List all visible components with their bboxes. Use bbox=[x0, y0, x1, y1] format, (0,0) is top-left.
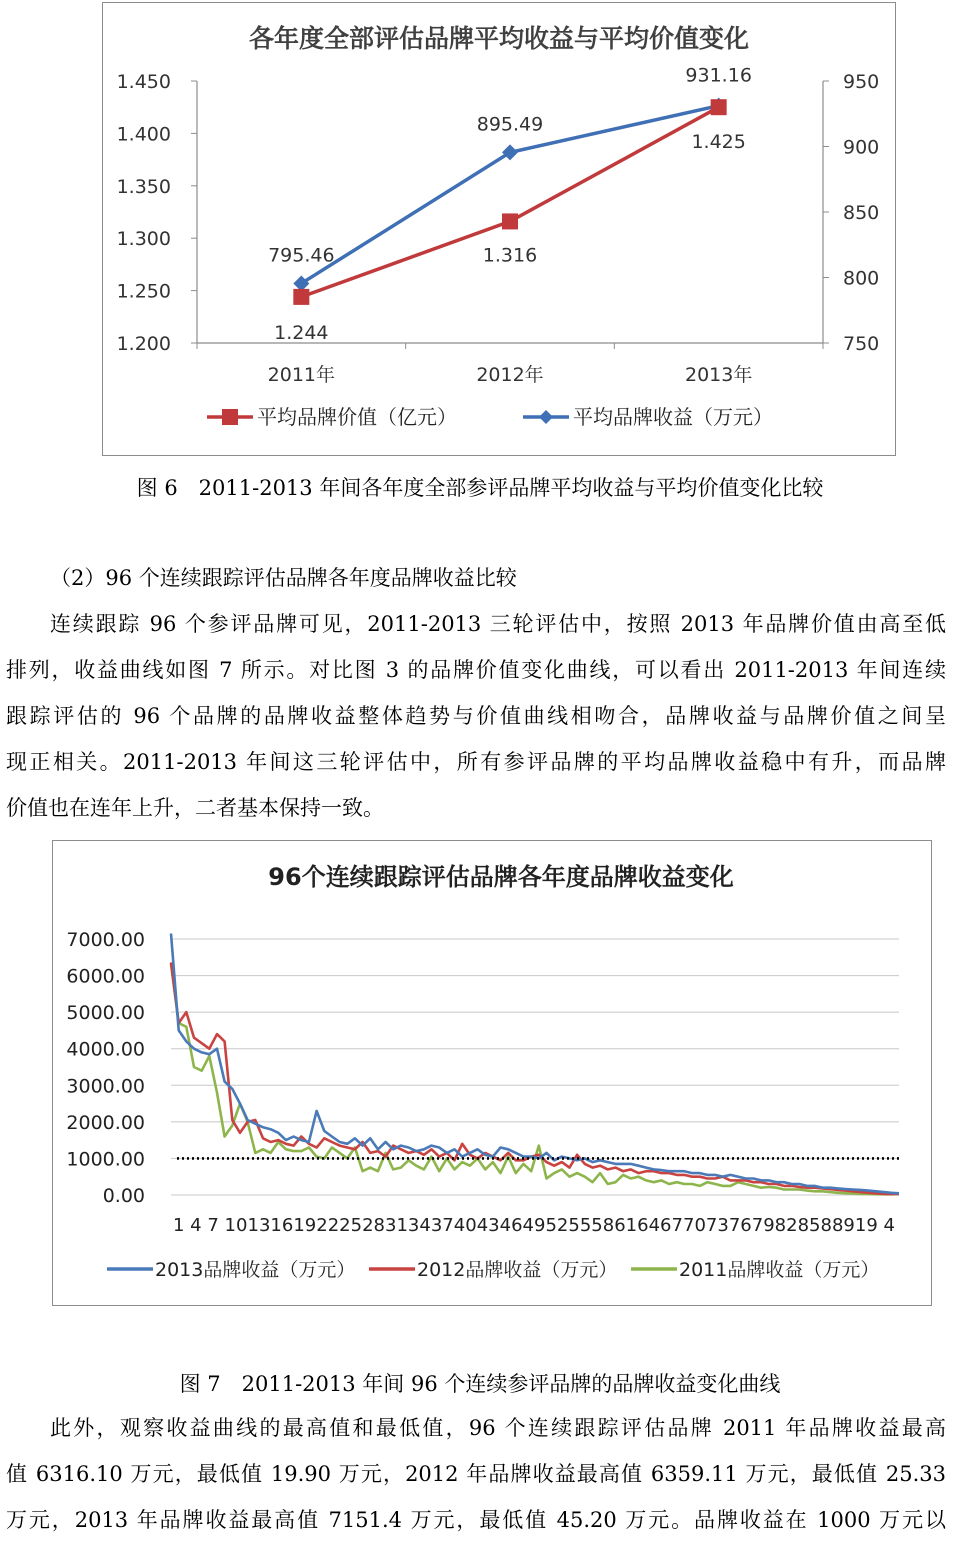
left-tick-label: 1.300 bbox=[116, 228, 171, 251]
paragraph-line-5: 价值也在连年上升，二者基本保持一致。 bbox=[6, 796, 384, 820]
left-tick-label: 1.350 bbox=[116, 175, 171, 198]
figure7-chart bbox=[52, 840, 932, 1306]
x-tick-label: 2012年 bbox=[476, 364, 544, 386]
x-tick-label: 2011年 bbox=[267, 364, 336, 386]
left-tick-label: 1.400 bbox=[116, 123, 171, 146]
tail-line-2: 值 6316.10 万元，最低值 19.90 万元，2012 年品牌收益最高值 6359.11 万元，最低值 25.33 bbox=[6, 1462, 946, 1486]
value-data-label: 1.316 bbox=[482, 244, 538, 267]
y-tick-label: 4000.00 bbox=[66, 1038, 145, 1061]
value-data-label: 1.244 bbox=[274, 321, 329, 344]
right-tick-label: 950 bbox=[843, 71, 880, 93]
left-tick-label: 1.450 bbox=[116, 71, 171, 93]
right-tick-label: 850 bbox=[843, 202, 880, 224]
y-tick-label: 2000.00 bbox=[66, 1111, 145, 1134]
figure6-svg bbox=[103, 3, 895, 455]
revenue-point bbox=[502, 144, 518, 160]
right-tick-label: 900 bbox=[843, 136, 880, 159]
series-line-value bbox=[301, 107, 718, 297]
value-data-label: 1.425 bbox=[691, 131, 746, 154]
section-heading: （2）96 个连续跟踪评估品牌各年度品牌收益比较 bbox=[50, 566, 517, 590]
legend-label-1: 2012品牌收益（万元） bbox=[417, 1259, 618, 1281]
legend-label-value: 平均品牌价值（亿元） bbox=[257, 405, 457, 429]
y-tick-label: 3000.00 bbox=[66, 1075, 145, 1098]
y-tick-label: 7000.00 bbox=[66, 929, 145, 951]
revenue-data-label: 795.46 bbox=[268, 244, 335, 267]
paragraph-line-3: 跟踪评估的 96 个品牌的品牌收益整体趋势与价值曲线相吻合，品牌收益与品牌价值之间呈 bbox=[6, 704, 946, 728]
x-tick-labels: 1 4 7 101316192225283134374043464952555861646770737679828588919 4 bbox=[173, 1215, 895, 1236]
legend-label-0: 2013品牌收益（万元） bbox=[155, 1259, 356, 1281]
figure7-caption: 图 7 2011-2013 年间 96 个连续参评品牌的品牌收益变化曲线 bbox=[179, 1372, 781, 1396]
paragraph-line-1: 连续跟踪 96 个参评品牌可见，2011-2013 三轮评估中，按照 2013 年品牌价值由高至低 bbox=[50, 612, 946, 636]
right-tick-label: 750 bbox=[843, 333, 880, 355]
left-tick-label: 1.200 bbox=[116, 333, 171, 355]
figure7-svg bbox=[53, 841, 931, 1305]
tail-line-1: 此外，观察收益曲线的最高值和最低值，96 个连续跟踪评估品牌 2011 年品牌收益最高 bbox=[50, 1416, 946, 1440]
figure6-caption: 图 6 2011-2013 年间各年度全部参评品牌平均收益与平均价值变化比较 bbox=[136, 476, 824, 500]
legend-label-2: 2011品牌收益（万元） bbox=[679, 1259, 880, 1281]
y-tick-label: 5000.00 bbox=[66, 1002, 145, 1025]
value-point bbox=[293, 289, 309, 305]
legend-label-revenue: 平均品牌收益（万元） bbox=[573, 405, 773, 429]
revenue-data-label: 895.49 bbox=[476, 113, 544, 136]
value-point bbox=[711, 99, 727, 115]
x-tick-label: 2013年 bbox=[684, 364, 753, 386]
legend-marker-value bbox=[222, 409, 238, 425]
tail-line-3: 万元，2013 年品牌收益最高值 7151.4 万元，最低值 45.20 万元。品牌收益在 1000 万元以 bbox=[6, 1508, 946, 1532]
paragraph-line-4: 现正相关。2011-2013 年间这三轮评估中，所有参评品牌的平均品牌收益稳中有升，而品牌 bbox=[6, 750, 946, 774]
y-tick-label: 1000.00 bbox=[66, 1148, 145, 1171]
y-tick-label: 6000.00 bbox=[66, 965, 145, 988]
right-tick-label: 800 bbox=[843, 267, 880, 290]
revenue-data-label: 931.16 bbox=[685, 64, 752, 87]
paragraph-line-2: 排列，收益曲线如图 7 所示。对比图 3 的品牌价值变化曲线，可以看出 2011-2013 年间连续 bbox=[6, 658, 946, 682]
y-tick-label: 0.00 bbox=[102, 1185, 145, 1207]
series-line-2 bbox=[171, 964, 899, 1194]
left-tick-label: 1.250 bbox=[116, 280, 171, 303]
figure6-chart bbox=[102, 2, 896, 456]
value-point bbox=[502, 213, 518, 229]
legend-marker-revenue bbox=[539, 410, 553, 424]
figure6-title: 各年度全部评估品牌平均收益与平均价值变化 bbox=[248, 24, 750, 53]
figure7-title: 96个连续跟踪评估品牌各年度品牌收益变化 bbox=[268, 863, 734, 891]
